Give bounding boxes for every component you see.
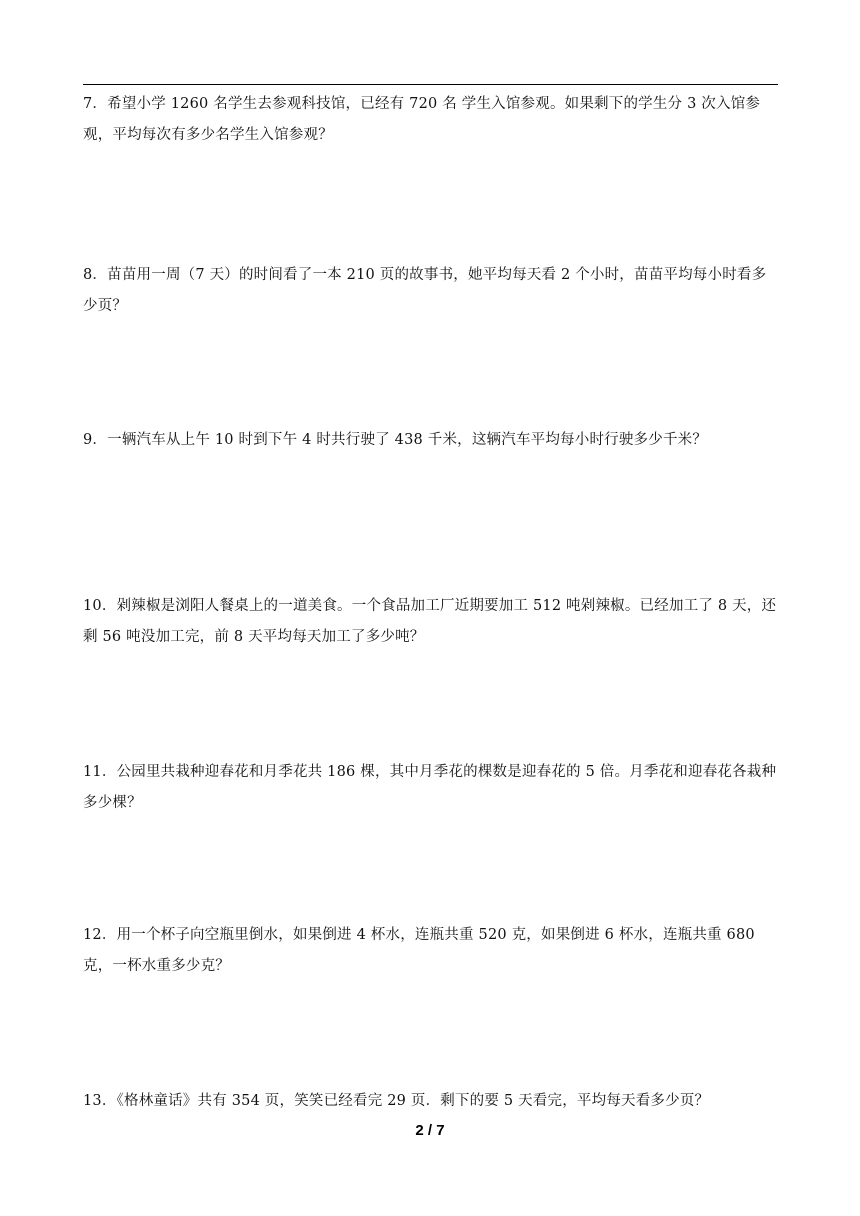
question-text: 用一个杯子向空瓶里倒水，如果倒进 4 杯水，连瓶共重 520 克，如果倒进 6 杯水，连瓶共重 680 克，一杯水重多少克？ [83,927,755,974]
question-text: 《格林童话》共有 354 页，笑笑已经看完 29 页．剩下的要 5 天看完，平均每天看多少页？ [116,1093,710,1109]
question-8 [83,260,778,322]
question-13 [83,1086,778,1117]
question-number: 12． [83,927,117,943]
question-text: 一辆汽车从上午 10 时到下午 4 时共行驶了 438 千米，这辆汽车平均每小时行驶多少千米？ [107,432,708,448]
question-7 [83,89,778,151]
question-text: 公园里共栽种迎春花和月季花共 186 棵，其中月季花的棵数是迎春花的 5 倍。月季花和迎春花各栽种多少棵？ [83,764,777,811]
question-text: 剁辣椒是浏阳人餐桌上的一道美食。一个食品加工厂近期要加工 512 吨剁辣椒。已经加工了 8 天，还剩 56 吨没加工完，前 8 天平均每天加工了多少吨？ [83,598,777,645]
question-text: 希望小学 1260 名学生去参观科技馆，已经有 720 名 学生入馆参观。如果剩下的学生分 3 次入馆参观，平均每次有多少名学生入馆参观？ [83,96,761,143]
header-rule [83,84,778,85]
question-text: 苗苗用一周（7 天）的时间看了一本 210 页的故事书，她平均每天看 2 个小时，苗苗平均每小时看多少页？ [83,267,767,314]
question-number: 7． [83,96,108,112]
question-9 [83,425,778,456]
question-number: 10． [83,598,117,614]
question-12 [83,920,778,982]
question-number: 13． [83,1093,117,1109]
question-number: 9． [83,432,108,448]
question-11 [83,757,778,819]
question-10 [83,591,778,653]
question-number: 8． [83,267,108,283]
page-indicator: 2 / 7 [415,1122,445,1139]
question-number: 11． [83,764,117,780]
